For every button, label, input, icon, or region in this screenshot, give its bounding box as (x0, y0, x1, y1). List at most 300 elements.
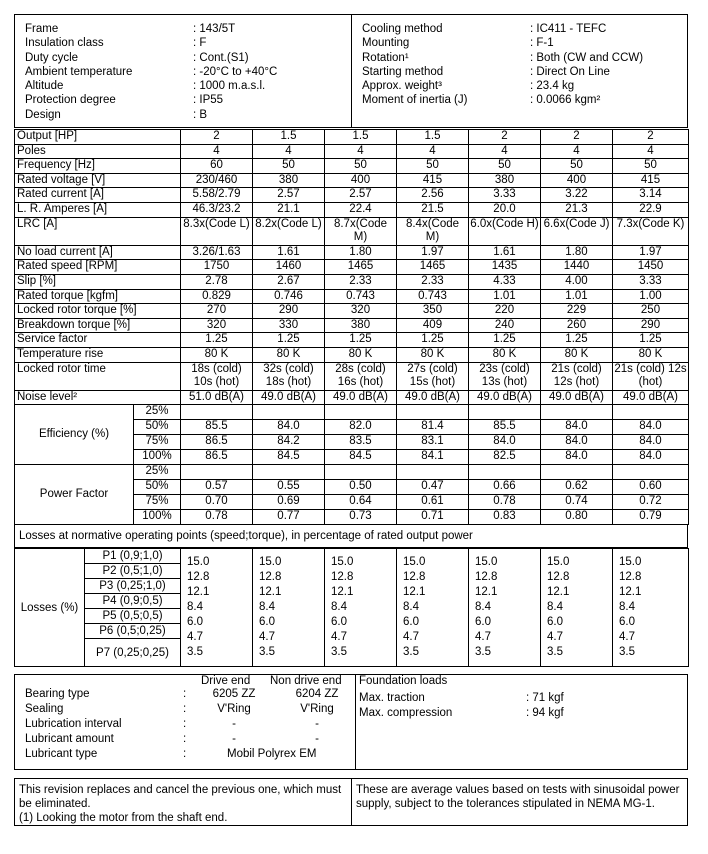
value-cell: 1.25 (253, 333, 325, 348)
row-label: Locked rotor torque [%] (15, 304, 181, 319)
value-cell: 7.3x(Code K) (613, 217, 689, 245)
bearing-colon: : (183, 733, 187, 746)
loss-value: 6.0 (259, 616, 275, 629)
value-cell: 50 (253, 159, 325, 174)
general-specs-left (15, 15, 351, 127)
bearing-label: Sealing (25, 703, 64, 716)
spec-value: : 23.4 kg (530, 80, 575, 93)
loss-value: 6.0 (331, 616, 347, 629)
load-percent: 25% (134, 405, 181, 420)
value-cell: 0.62 (541, 480, 613, 495)
loss-value: 12.8 (475, 571, 498, 584)
power-factor-row (15, 465, 689, 480)
tolerance-note: These are average values based on tests with sinusoidal power supply, subject to the tolerances stipulated in NEMA MG-1. (351, 779, 687, 825)
value-cell: 0.743 (397, 289, 469, 304)
loss-value: 3.5 (403, 646, 419, 659)
performance-row (15, 274, 689, 289)
value-cell: 380 (469, 173, 541, 188)
value-cell: 2 (469, 130, 541, 145)
value-cell (325, 405, 397, 420)
value-cell: 84.1 (397, 450, 469, 465)
value-cell: 2 (541, 130, 613, 145)
value-cell: 290 (253, 304, 325, 319)
value-cell: 82.0 (325, 420, 397, 435)
value-cell (253, 405, 325, 420)
value-cell: 320 (181, 318, 253, 333)
spec-value: : IP55 (193, 94, 224, 107)
value-cell: 2.33 (397, 274, 469, 289)
performance-row (15, 318, 689, 333)
bearing-label: Lubrication interval (25, 718, 122, 731)
general-specs-right (351, 15, 687, 127)
performance-row (15, 159, 689, 174)
value-cell (541, 405, 613, 420)
value-cell: 50 (469, 159, 541, 174)
value-cell: 21s (cold) 12s (hot) (613, 362, 689, 390)
value-cell: 84.0 (541, 420, 613, 435)
loss-value: 12.1 (259, 586, 282, 599)
loss-value: 8.4 (547, 601, 563, 614)
loss-value: 8.4 (259, 601, 275, 614)
performance-row (15, 188, 689, 203)
value-cell: 0.83 (469, 510, 541, 525)
value-cell: 3.22 (541, 188, 613, 203)
bearing-label: Bearing type (25, 688, 90, 701)
non-drive-end-value: - (315, 718, 319, 731)
value-cell: 400 (325, 173, 397, 188)
value-cell: 84.0 (613, 450, 689, 465)
bearing-label: Lubricant amount (25, 733, 114, 746)
value-cell (397, 405, 469, 420)
value-cell: 86.5 (181, 450, 253, 465)
losses-column (469, 549, 541, 667)
loss-value: 8.4 (619, 601, 635, 614)
spec-label: Design (25, 108, 61, 121)
value-cell: 415 (613, 173, 689, 188)
losses-column (253, 549, 325, 667)
spec-value: : Both (CW and CCW) (530, 51, 644, 64)
value-cell: 80 K (253, 347, 325, 362)
value-cell: 0.71 (397, 510, 469, 525)
value-cell: 49.0 dB(A) (325, 390, 397, 405)
value-cell: 0.57 (181, 480, 253, 495)
general-specs (14, 14, 688, 128)
value-cell: 80 K (469, 347, 541, 362)
value-cell: 1.25 (325, 333, 397, 348)
drive-end-value: - (232, 733, 236, 746)
loss-value: 12.1 (619, 586, 642, 599)
value-cell: 4.00 (541, 274, 613, 289)
value-cell: 4 (541, 144, 613, 159)
row-label: Frequency [Hz] (15, 159, 181, 174)
performance-row (15, 144, 689, 159)
value-cell: 1750 (181, 260, 253, 275)
value-cell: 5.58/2.79 (181, 188, 253, 203)
value-cell: 80 K (325, 347, 397, 362)
value-cell: 0.64 (325, 495, 397, 510)
loss-value: 15.0 (259, 556, 282, 569)
row-label: No load current [A] (15, 245, 181, 260)
value-cell: 0.74 (541, 495, 613, 510)
spec-value: : Cont.(S1) (193, 51, 249, 64)
value-cell (613, 405, 689, 420)
lubricant-type-value: Mobil Polyrex EM (227, 748, 317, 761)
value-cell: 84.5 (325, 450, 397, 465)
value-cell: 1.00 (613, 289, 689, 304)
value-cell: 2.57 (253, 188, 325, 203)
load-percent: 50% (134, 420, 181, 435)
loss-value: 12.8 (259, 571, 282, 584)
spec-label: Starting method (362, 65, 444, 78)
value-cell: 83.1 (397, 435, 469, 450)
row-label: Rated voltage [V] (15, 173, 181, 188)
value-cell: 1.25 (613, 333, 689, 348)
value-cell: 1.61 (253, 245, 325, 260)
value-cell: 330 (253, 318, 325, 333)
loss-value: 4.7 (331, 631, 347, 644)
row-label: Rated current [A] (15, 188, 181, 203)
value-cell: 50 (325, 159, 397, 174)
value-cell: 22.4 (325, 202, 397, 217)
value-cell: 50 (541, 159, 613, 174)
max-compression-label: Max. compression (359, 707, 453, 720)
spec-row (362, 79, 687, 93)
value-cell: 8.7x(Code M) (325, 217, 397, 245)
value-cell: 229 (541, 304, 613, 319)
loss-value: 8.4 (331, 601, 347, 614)
value-cell: 0.61 (397, 495, 469, 510)
operating-point: P7 (0,25;0,25) (85, 639, 181, 667)
value-cell: 0.70 (181, 495, 253, 510)
value-cell: 415 (397, 173, 469, 188)
row-label: Rated speed [RPM] (15, 260, 181, 275)
loss-value: 3.5 (187, 646, 203, 659)
operating-point: P5 (0,5;0,5) (85, 609, 181, 624)
value-cell: 1.25 (397, 333, 469, 348)
spec-label: Protection degree (25, 94, 116, 107)
value-cell: 0.79 (613, 510, 689, 525)
value-cell: 2.56 (397, 188, 469, 203)
row-label: Breakdown torque [%] (15, 318, 181, 333)
spec-value: : -20°C to +40°C (193, 65, 278, 78)
value-cell: 80 K (397, 347, 469, 362)
value-cell: 51.0 dB(A) (181, 390, 253, 405)
value-cell: 220 (469, 304, 541, 319)
value-cell: 270 (181, 304, 253, 319)
value-cell (253, 465, 325, 480)
performance-row (15, 260, 689, 275)
value-cell: 1465 (325, 260, 397, 275)
performance-table (14, 129, 689, 525)
value-cell: 83.5 (325, 435, 397, 450)
value-cell: 4.33 (469, 274, 541, 289)
bearing-colon: : (183, 748, 187, 761)
spec-value: : Direct On Line (530, 65, 610, 78)
value-cell: 60 (181, 159, 253, 174)
value-cell: 23s (cold) 13s (hot) (469, 362, 541, 390)
spec-value: : F-1 (530, 37, 554, 50)
max-compression-value: : 94 kgf (526, 707, 564, 720)
value-cell: 409 (397, 318, 469, 333)
value-cell: 21s (cold) 12s (hot) (541, 362, 613, 390)
value-cell (181, 465, 253, 480)
value-cell: 84.5 (253, 450, 325, 465)
loss-value: 4.7 (187, 631, 203, 644)
value-cell: 49.0 dB(A) (253, 390, 325, 405)
load-percent: 75% (134, 495, 181, 510)
value-cell: 1.25 (469, 333, 541, 348)
value-cell: 0.60 (613, 480, 689, 495)
loss-value: 15.0 (403, 556, 426, 569)
value-cell: 85.5 (469, 420, 541, 435)
datasheet (14, 14, 688, 826)
spec-row (25, 93, 351, 107)
value-cell: 400 (541, 173, 613, 188)
performance-row (15, 347, 689, 362)
value-cell (469, 465, 541, 480)
row-label: Temperature rise (15, 347, 181, 362)
load-percent: 50% (134, 480, 181, 495)
value-cell: 4 (397, 144, 469, 159)
value-cell: 4 (469, 144, 541, 159)
value-cell: 80 K (613, 347, 689, 362)
value-cell: 80 K (181, 347, 253, 362)
value-cell: 8.4x(Code M) (397, 217, 469, 245)
value-cell: 84.0 (541, 450, 613, 465)
value-cell: 1.80 (541, 245, 613, 260)
losses-column (325, 549, 397, 667)
row-label: Rated torque [kgfm] (15, 289, 181, 304)
value-cell: 350 (397, 304, 469, 319)
spec-label: Cooling method (362, 23, 443, 35)
loss-value: 3.5 (331, 646, 347, 659)
value-cell: 86.5 (181, 435, 253, 450)
non-drive-end-value: 6204 ZZ (295, 688, 339, 701)
value-cell: 8.2x(Code L) (253, 217, 325, 245)
value-cell: 0.829 (181, 289, 253, 304)
value-cell: 290 (613, 318, 689, 333)
loss-value: 15.0 (547, 556, 570, 569)
value-cell: 2.67 (253, 274, 325, 289)
value-cell (325, 465, 397, 480)
performance-row (15, 217, 689, 245)
value-cell: 0.55 (253, 480, 325, 495)
value-cell: 50 (397, 159, 469, 174)
value-cell: 240 (469, 318, 541, 333)
value-cell: 49.0 dB(A) (469, 390, 541, 405)
spec-value: : 1000 m.a.s.l. (193, 80, 266, 93)
value-cell: 2 (181, 130, 253, 145)
value-cell: 46.3/23.2 (181, 202, 253, 217)
value-cell: 1.25 (541, 333, 613, 348)
loss-value: 4.7 (403, 631, 419, 644)
performance-row (15, 173, 689, 188)
value-cell: 22.9 (613, 202, 689, 217)
value-cell: 1.97 (397, 245, 469, 260)
loss-value: 12.8 (187, 571, 210, 584)
bearing-colon: : (183, 718, 187, 731)
non-drive-end-value: - (315, 733, 319, 746)
value-cell: 0.746 (253, 289, 325, 304)
drive-end-value: V'Ring (217, 703, 251, 716)
loss-value: 15.0 (475, 556, 498, 569)
operating-point: P4 (0,9;0,5) (85, 594, 181, 609)
loss-value: 3.5 (259, 646, 275, 659)
value-cell: 0.69 (253, 495, 325, 510)
bearing-info (15, 675, 356, 769)
value-cell: 2.57 (325, 188, 397, 203)
row-label: L. R. Amperes [A] (15, 202, 181, 217)
value-cell: 380 (253, 173, 325, 188)
spec-label: Approx. weight³ (362, 80, 442, 93)
performance-row (15, 130, 689, 145)
spec-row (362, 93, 687, 107)
operating-point: P6 (0,5;0,25) (85, 624, 181, 639)
value-cell: 84.0 (541, 435, 613, 450)
value-cell: 85.5 (181, 420, 253, 435)
value-cell: 3.26/1.63 (181, 245, 253, 260)
loss-value: 12.8 (403, 571, 426, 584)
load-percent: 100% (134, 510, 181, 525)
loss-value: 12.1 (187, 586, 210, 599)
spec-row (25, 51, 351, 65)
value-cell: 49.0 dB(A) (397, 390, 469, 405)
loss-value: 4.7 (259, 631, 275, 644)
loss-value: 12.8 (547, 571, 570, 584)
spec-row (362, 51, 687, 65)
spec-label: Frame (25, 23, 59, 35)
loss-value: 12.1 (403, 586, 426, 599)
bearing-section (14, 674, 688, 770)
value-cell (541, 465, 613, 480)
value-cell: 1.01 (469, 289, 541, 304)
value-cell: 3.14 (613, 188, 689, 203)
performance-row (15, 289, 689, 304)
loss-value: 6.0 (475, 616, 491, 629)
revision-text: This revision replaces and cancel the previous one, which must be eliminated. (19, 784, 342, 811)
spec-row (25, 79, 351, 93)
value-cell: 82.5 (469, 450, 541, 465)
value-cell: 1.5 (253, 130, 325, 145)
value-cell: 1.5 (397, 130, 469, 145)
drive-end-value: 6205 ZZ (212, 688, 256, 701)
value-cell: 0.73 (325, 510, 397, 525)
loss-value: 4.7 (475, 631, 491, 644)
load-percent: 75% (134, 435, 181, 450)
value-cell: 4 (613, 144, 689, 159)
value-cell: 21.3 (541, 202, 613, 217)
notes-section (14, 778, 688, 826)
losses-column (397, 549, 469, 667)
revision-note (15, 779, 351, 825)
value-cell: 84.2 (253, 435, 325, 450)
operating-point: P3 (0,25;1,0) (85, 579, 181, 594)
row-label: Service factor (15, 333, 181, 348)
spec-label: Ambient temperature (25, 65, 133, 78)
performance-row (15, 362, 689, 390)
value-cell: 1435 (469, 260, 541, 275)
value-cell: 0.77 (253, 510, 325, 525)
losses-column (181, 549, 253, 667)
loss-value: 6.0 (403, 616, 419, 629)
value-cell: 1.25 (181, 333, 253, 348)
performance-row (15, 304, 689, 319)
value-cell: 49.0 dB(A) (613, 390, 689, 405)
loss-value: 15.0 (187, 556, 210, 569)
value-cell: 2.33 (325, 274, 397, 289)
value-cell: 320 (325, 304, 397, 319)
bearing-label: Lubricant type (25, 748, 98, 761)
performance-row (15, 333, 689, 348)
loss-value: 3.5 (547, 646, 563, 659)
spec-row (362, 22, 687, 36)
performance-row (15, 202, 689, 217)
spec-row (25, 108, 351, 122)
bearing-colon: : (183, 688, 187, 701)
non-drive-end-header: Non drive end (270, 675, 342, 688)
value-cell: 32s (cold) 18s (hot) (253, 362, 325, 390)
value-cell: 3.33 (613, 274, 689, 289)
losses-row (15, 549, 689, 564)
row-label: LRC [A] (15, 217, 181, 245)
value-cell: 81.4 (397, 420, 469, 435)
value-cell: 3.33 (469, 188, 541, 203)
value-cell: 27s (cold) 15s (hot) (397, 362, 469, 390)
value-cell: 1.97 (613, 245, 689, 260)
loss-value: 15.0 (619, 556, 642, 569)
value-cell: 6.0x(Code H) (469, 217, 541, 245)
spec-label: Duty cycle (25, 51, 79, 64)
value-cell: 1440 (541, 260, 613, 275)
row-label: Locked rotor time (15, 362, 181, 390)
spec-value: : 0.0066 kgm² (530, 94, 601, 107)
losses-column (541, 549, 613, 667)
foundation-loads (356, 675, 687, 769)
loss-value: 12.8 (619, 571, 642, 584)
spec-label: Insulation class (25, 37, 104, 50)
drive-end-header: Drive end (201, 675, 251, 688)
spec-value: : 143/5T (193, 23, 236, 35)
value-cell: 20.0 (469, 202, 541, 217)
value-cell: 18s (cold) 10s (hot) (181, 362, 253, 390)
load-percent: 25% (134, 465, 181, 480)
value-cell: 84.0 (613, 420, 689, 435)
value-cell: 250 (613, 304, 689, 319)
value-cell: 0.72 (613, 495, 689, 510)
spec-row (25, 22, 351, 36)
value-cell: 49.0 dB(A) (541, 390, 613, 405)
value-cell: 2 (613, 130, 689, 145)
value-cell (469, 405, 541, 420)
bearing-colon: : (183, 703, 187, 716)
loss-value: 15.0 (331, 556, 354, 569)
spec-value: : F (193, 37, 207, 50)
spec-value: : IC411 - TEFC (530, 23, 607, 35)
value-cell: 28s (cold) 16s (hot) (325, 362, 397, 390)
value-cell: 1.80 (325, 245, 397, 260)
value-cell: 0.66 (469, 480, 541, 495)
value-cell: 0.50 (325, 480, 397, 495)
max-traction-label: Max. traction (359, 692, 425, 705)
rotation-footnote: (1) Looking the motor from the shaft end. (19, 812, 228, 825)
value-cell (613, 465, 689, 480)
loss-value: 3.5 (475, 646, 491, 659)
value-cell: 0.78 (469, 495, 541, 510)
spec-label: Rotation¹ (362, 51, 409, 64)
value-cell (397, 465, 469, 480)
value-cell: 84.0 (469, 435, 541, 450)
value-cell: 0.47 (397, 480, 469, 495)
